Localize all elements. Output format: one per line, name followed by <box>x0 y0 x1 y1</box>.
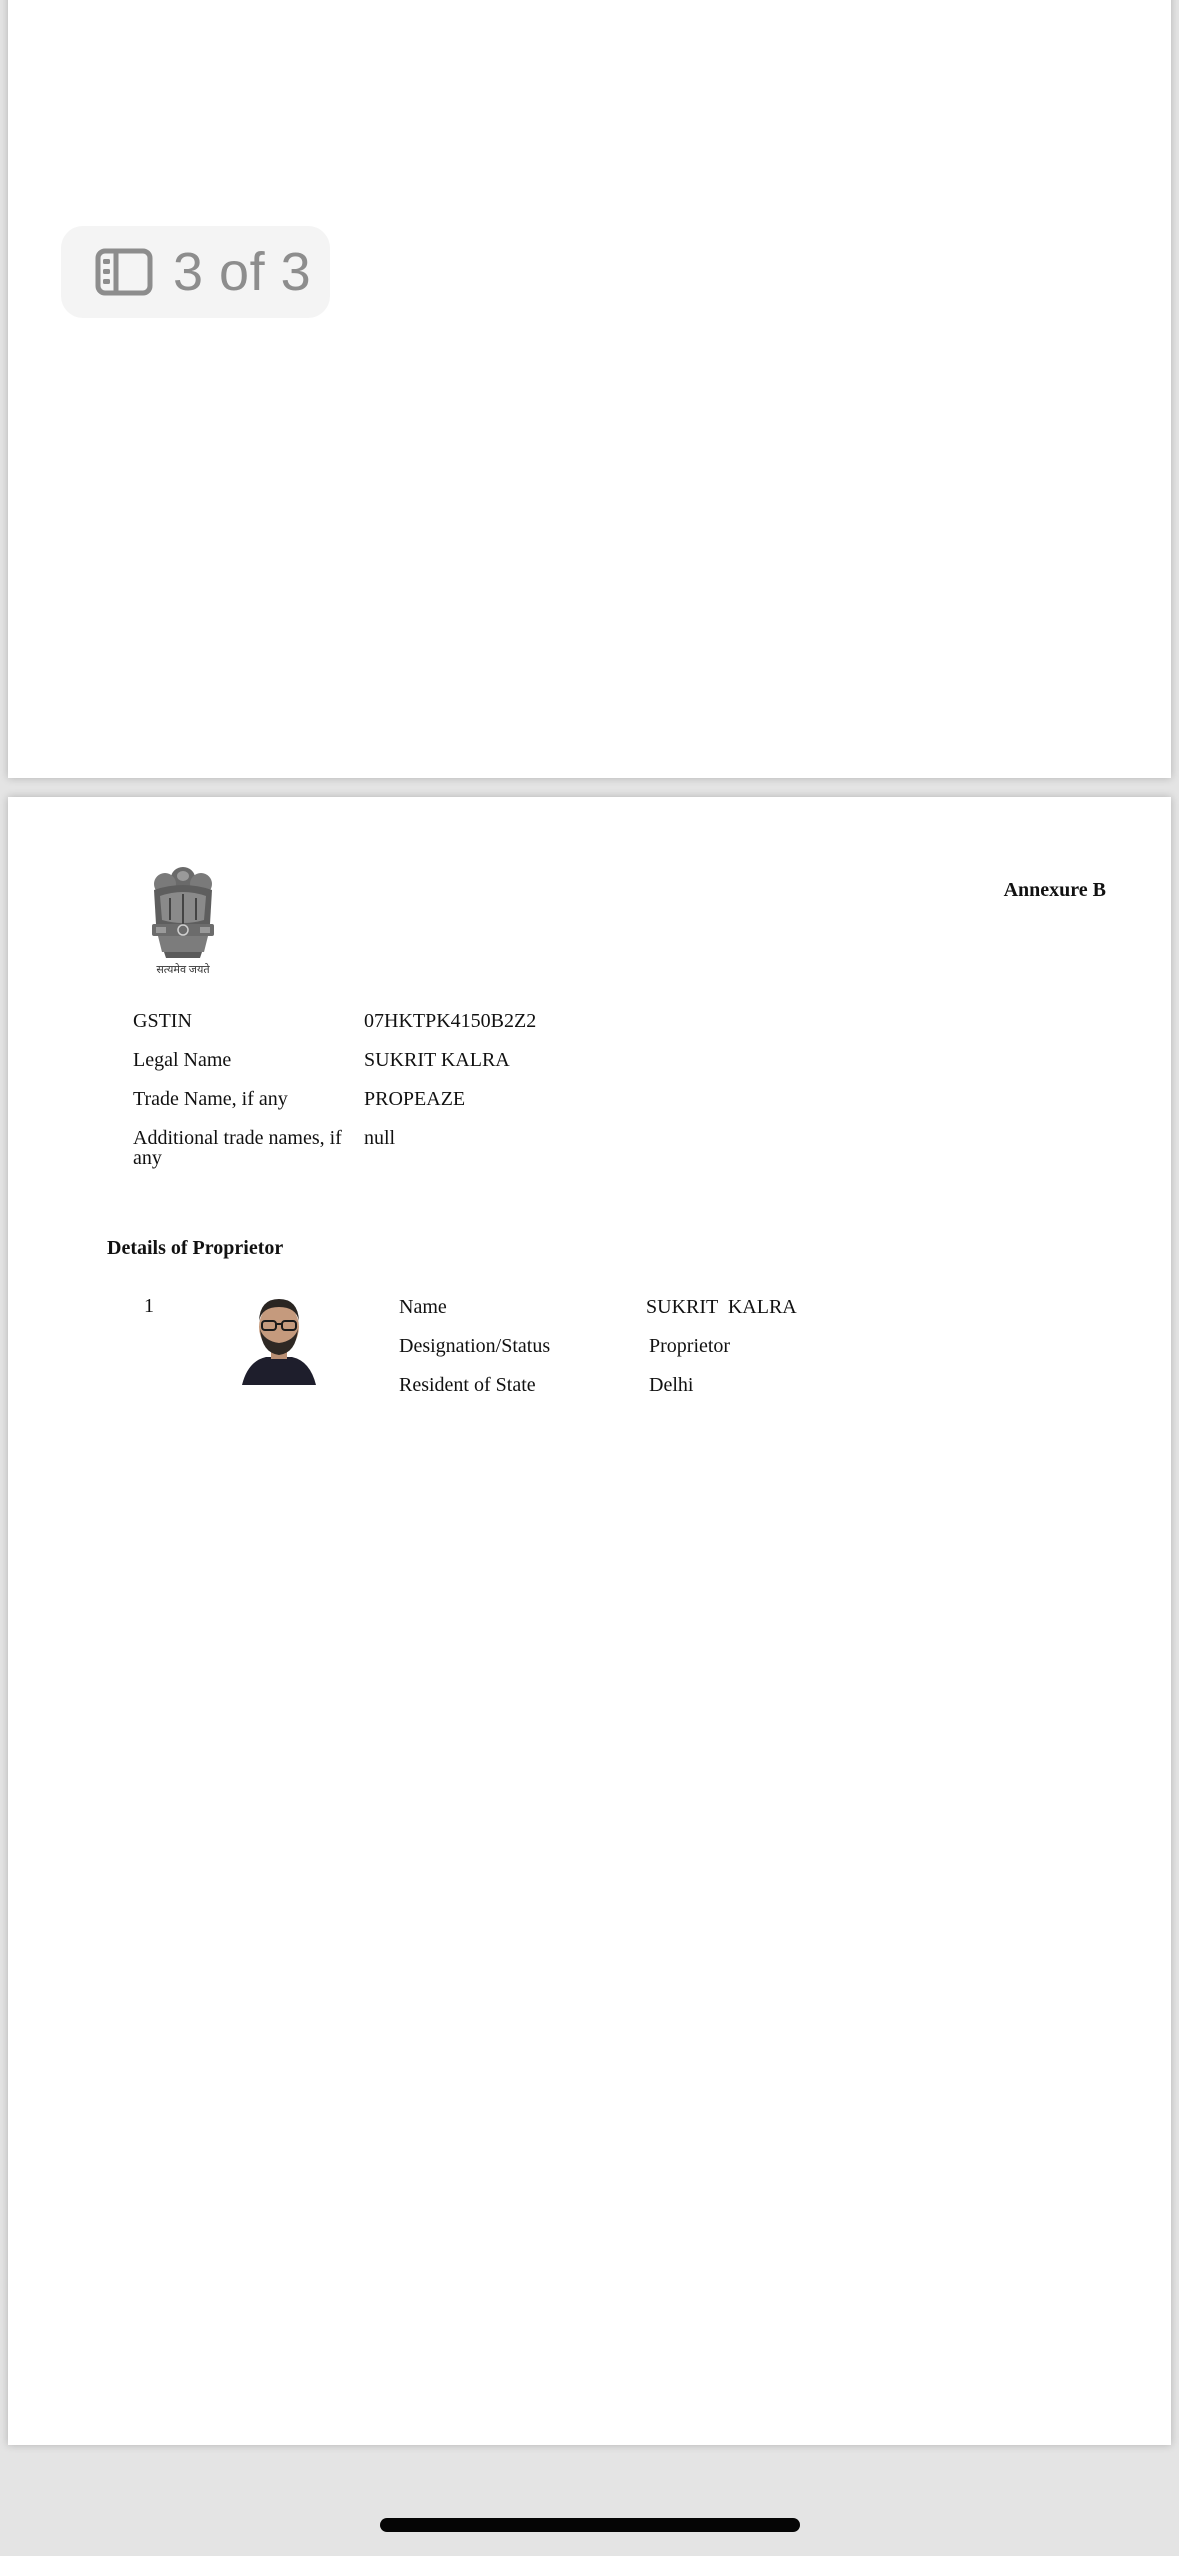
designation-value: Proprietor <box>649 1335 731 1357</box>
designation-label: Designation/Status <box>399 1335 551 1357</box>
proprietor-name-value: SUKRIT KALRA <box>646 1296 797 1318</box>
trade-name-value: PROPEAZE <box>364 1088 466 1110</box>
additional-trade-names-label: Additional trade names, if any <box>133 1127 342 1169</box>
annexure-label: Annexure B <box>1003 879 1106 901</box>
proprietor-number: 1 <box>144 1295 154 1317</box>
page-indicator-text: 3 of 3 <box>173 242 312 302</box>
page-indicator[interactable] <box>61 226 330 318</box>
gstin-value: 07HKTPK4150B2Z2 <box>364 1010 537 1032</box>
national-emblem <box>140 862 226 982</box>
current-page <box>8 797 1171 2445</box>
emblem-caption: सत्यमेव जयते <box>156 964 210 976</box>
additional-trade-names-value: null <box>364 1127 396 1149</box>
proprietor-name-label: Name <box>399 1296 447 1318</box>
resident-state-value: Delhi <box>649 1374 694 1396</box>
legal-name-value: SUKRIT KALRA <box>364 1049 510 1071</box>
resident-state-label: Resident of State <box>399 1374 536 1396</box>
gstin-label: GSTIN <box>133 1010 192 1032</box>
proprietor-photo <box>240 1289 318 1385</box>
sidebar-icon <box>95 248 153 296</box>
trade-name-label: Trade Name, if any <box>133 1088 288 1110</box>
legal-name-label: Legal Name <box>133 1049 232 1071</box>
home-indicator[interactable] <box>380 2518 800 2532</box>
previous-page <box>8 0 1171 778</box>
section-title: Details of Proprietor <box>107 1237 284 1259</box>
